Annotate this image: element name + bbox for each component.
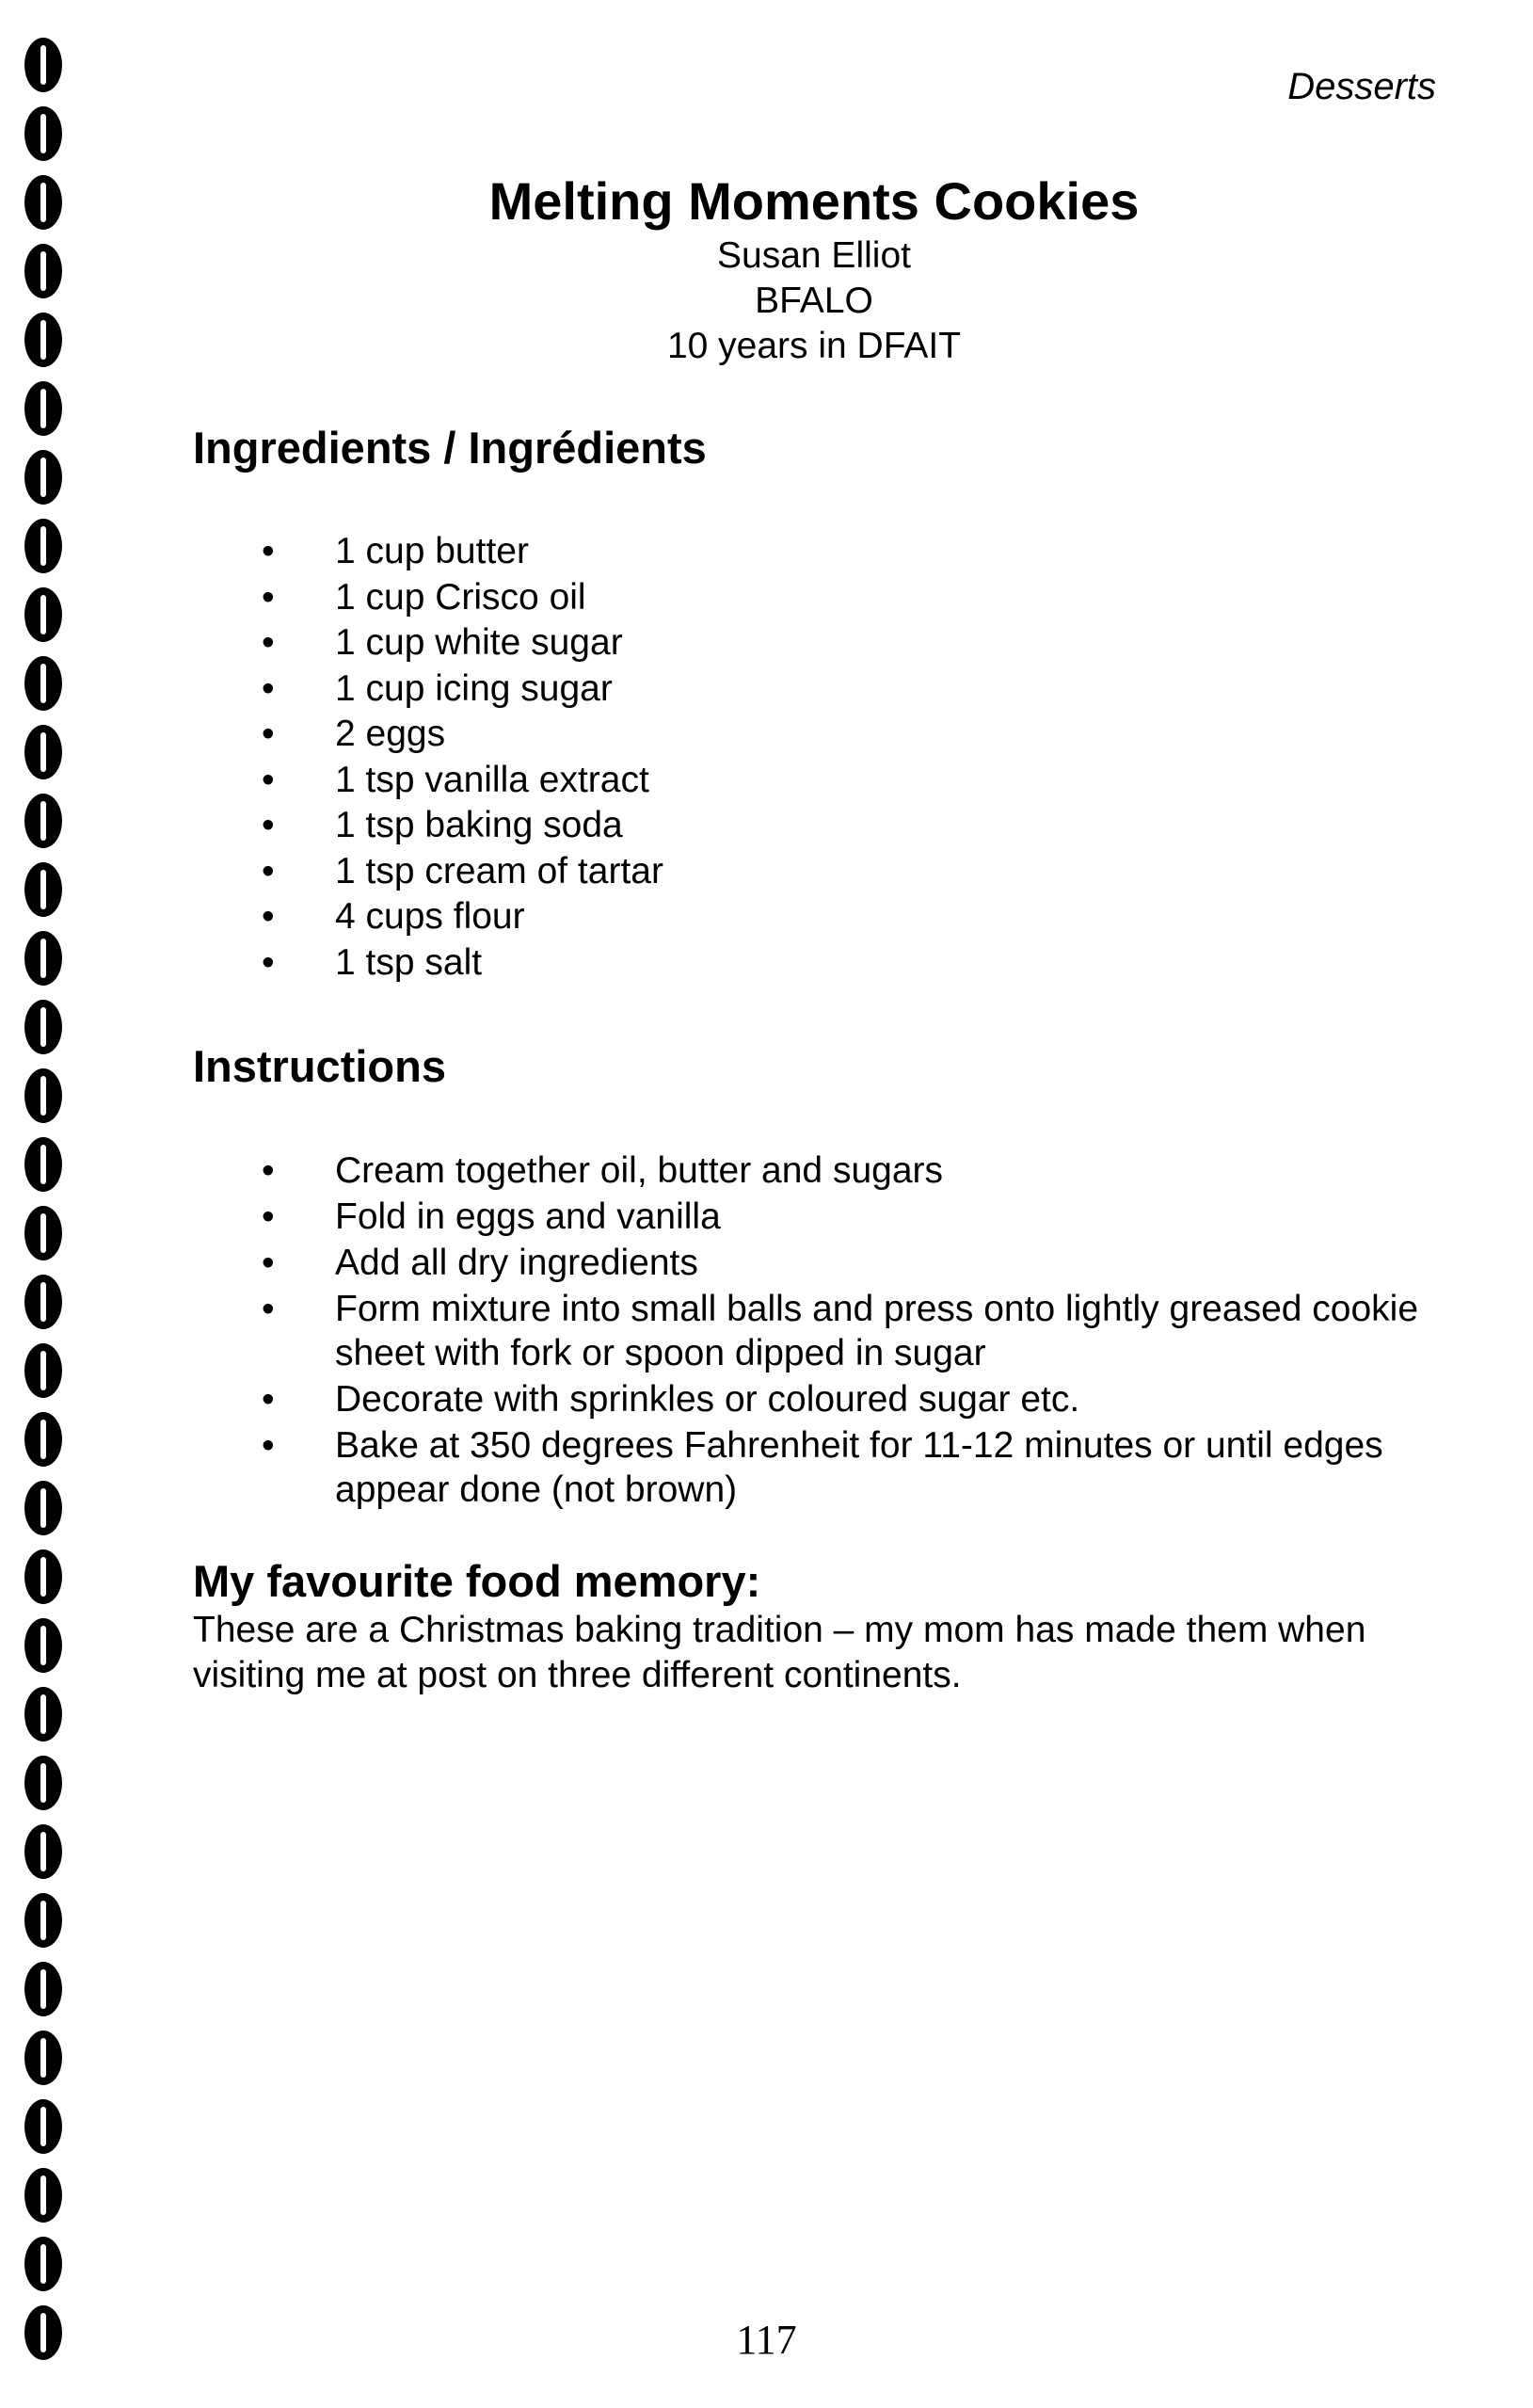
recipe-tenure: 10 years in DFAIT [666, 326, 962, 366]
instruction-text: Bake at 350 degrees Fahrenheit for 11-12 minutes or until edges appear done (not brown) [335, 1425, 1383, 1510]
list-item [254, 712, 663, 758]
memory-heading: My favourite food memory: [193, 1556, 761, 1606]
bullet-icon: • [262, 622, 275, 663]
list-item [254, 1287, 1445, 1375]
binding-hole [24, 106, 62, 161]
ingredient-text: 1 tsp salt [335, 941, 483, 983]
binding-hole [24, 1343, 62, 1398]
binding-hole [24, 1068, 62, 1123]
section-label: Desserts [1287, 66, 1436, 107]
binding-hole [24, 38, 62, 92]
ingredient-text: 1 cup butter [335, 531, 529, 571]
binding-hole [24, 1687, 62, 1742]
instruction-text: Cream together oil, butter and sugars [335, 1150, 944, 1191]
list-item [254, 1423, 1445, 1512]
list-item [254, 1377, 1445, 1421]
recipe-header [438, 169, 1190, 369]
binding-hole [24, 2168, 62, 2223]
binding-hole [24, 2237, 62, 2291]
bullet-icon: • [262, 1425, 275, 1466]
list-item [254, 529, 663, 575]
list-item [254, 894, 663, 940]
binding-hole [24, 1481, 62, 1535]
binding-hole [24, 2031, 62, 2085]
ingredient-text: 2 eggs [335, 714, 446, 754]
ingredient-text: 4 cups flour [335, 896, 525, 937]
binding-hole [24, 1962, 62, 2016]
list-item [254, 620, 663, 666]
recipe-author: Susan Elliot [717, 235, 911, 276]
binding-hole [24, 175, 62, 230]
binding-hole [24, 587, 62, 642]
list-item [254, 1241, 1445, 1285]
bullet-icon: • [262, 714, 275, 754]
ingredient-text: 1 tsp baking soda [335, 805, 623, 845]
binding-hole [24, 1206, 62, 1260]
instructions-list [254, 1148, 1445, 1514]
binding-hole [24, 1756, 62, 1810]
bullet-icon: • [262, 576, 275, 618]
ingredients-list [254, 529, 663, 986]
list-item [254, 803, 663, 849]
list-item [254, 575, 663, 621]
instruction-text: Add all dry ingredients [335, 1243, 698, 1283]
recipe-title: Melting Moments Cookies [488, 171, 1140, 231]
binding-hole [24, 1412, 62, 1467]
list-item [254, 1195, 1445, 1239]
binding-hole [24, 1000, 62, 1054]
binding-hole [24, 1618, 62, 1673]
bullet-icon: • [262, 850, 275, 891]
binding-hole [24, 794, 62, 848]
binding-hole [24, 2099, 62, 2154]
binding-hole [24, 862, 62, 917]
list-item [254, 849, 663, 895]
binding-hole [24, 931, 62, 986]
bullet-icon: • [262, 1243, 275, 1283]
binding-hole [24, 656, 62, 711]
instructions-heading: Instructions [193, 1041, 446, 1091]
recipe-division: BFALO [755, 281, 873, 321]
ingredient-text: 1 cup icing sugar [335, 667, 613, 709]
binding-hole [24, 1137, 62, 1192]
list-item [254, 666, 663, 713]
memory-text: These are a Christmas baking tradition – my mom has made them when visiting me at post on three different continents. [193, 1610, 1366, 1695]
bullet-icon: • [262, 1150, 275, 1191]
ingredient-text: 1 tsp cream of tartar [335, 850, 663, 891]
instruction-text: Decorate with sprinkles or coloured sugar etc. [335, 1379, 1080, 1420]
list-item [254, 1148, 1445, 1193]
binding-hole [24, 1824, 62, 1879]
instruction-text: Form mixture into small balls and press onto lightly greased cookie sheet with fork or spoon dipped in sugar [335, 1289, 1419, 1373]
binding-hole [24, 313, 62, 367]
binding-hole [24, 244, 62, 298]
binding-hole [24, 1893, 62, 1948]
bullet-icon: • [262, 1379, 275, 1420]
binding-hole [24, 450, 62, 505]
ingredient-text: 1 tsp vanilla extract [335, 759, 649, 800]
bullet-icon: • [262, 805, 275, 845]
binding-hole [24, 725, 62, 779]
binding-hole [24, 1275, 62, 1329]
binding-hole [24, 1549, 62, 1604]
instruction-text: Fold in eggs and vanilla [335, 1196, 721, 1237]
bullet-icon: • [262, 759, 275, 800]
bullet-icon: • [262, 1196, 275, 1237]
ingredient-text: 1 cup Crisco oil [335, 576, 586, 618]
ingredients-heading: Ingredients / Ingrédients [193, 423, 707, 473]
binding-hole [24, 519, 62, 573]
bullet-icon: • [262, 667, 275, 709]
binding-hole [24, 381, 62, 436]
bullet-icon: • [262, 896, 275, 937]
bullet-icon: • [262, 531, 275, 571]
list-item [254, 758, 663, 804]
bullet-icon: • [262, 1289, 275, 1329]
ingredient-text: 1 cup white sugar [335, 622, 623, 663]
page-number: 117 [736, 2317, 797, 2363]
list-item [254, 940, 663, 987]
spiral-binding [21, 38, 64, 2382]
bullet-icon: • [262, 941, 275, 983]
